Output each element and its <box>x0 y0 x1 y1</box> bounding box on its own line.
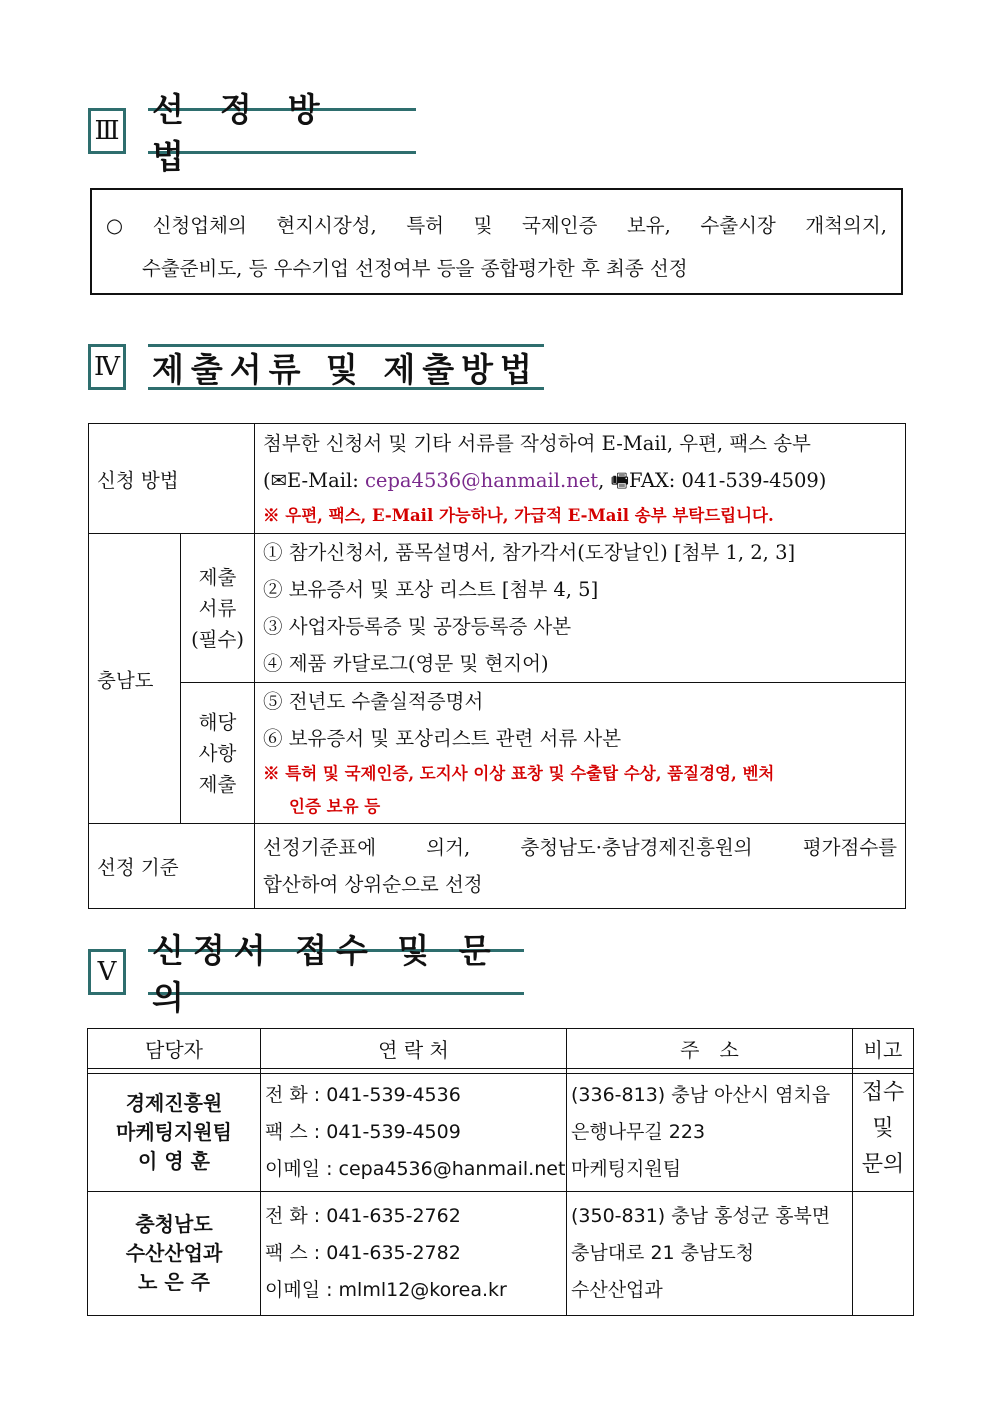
submission-table <box>88 423 906 909</box>
remark-line: 및 <box>872 1116 894 1141</box>
label-line: (필수) <box>191 627 244 651</box>
address-line: 충남대로 21 충남도청 <box>571 1242 755 1264</box>
address-line: 은행나무길 223 <box>571 1121 706 1143</box>
word: 충청남도·충남경제진흥원의 <box>520 836 753 859</box>
criteria-line-2: 합산하여 상위순으로 선정 <box>263 873 483 896</box>
table-row <box>89 424 906 534</box>
column-header: 주 소 <box>567 1029 853 1069</box>
section-5-heading <box>88 931 524 1017</box>
apply-method-content <box>255 424 906 534</box>
contact-remark <box>853 1074 914 1192</box>
contact-person <box>88 1074 261 1192</box>
list-item: ① 참가신청서, 품목설명서, 참가각서(도장날인) [첨부 1, 2, 3] <box>263 541 796 564</box>
table-row <box>89 824 906 909</box>
applicable-note-line-1: ※ 특허 및 국제인증, 도지사 이상 표창 및 수출탑 수상, 품질경영, 벤처 <box>263 764 775 783</box>
table-row <box>88 1192 914 1316</box>
list-item: ⑥ 보유증서 및 포상리스트 관련 서류 사본 <box>263 727 622 750</box>
section-title: 선정방법 <box>148 108 416 154</box>
remark-line: 접수 <box>861 1080 905 1105</box>
section-4-heading <box>88 344 544 390</box>
contact-info <box>261 1074 567 1192</box>
address-line: 마케팅지원팀 <box>571 1158 682 1180</box>
person-line: 이 영 훈 <box>138 1149 210 1173</box>
person-line: 수산산업과 <box>125 1241 223 1265</box>
word: 의거, <box>426 836 471 859</box>
section-number: Ⅳ <box>88 344 126 390</box>
word: 및 <box>473 214 493 237</box>
list-item: ③ 사업자등록증 및 공장등록증 사본 <box>263 615 572 638</box>
address-line: (350-831) 충남 홍성군 홍북면 <box>571 1205 831 1227</box>
remark-line: 문의 <box>861 1152 905 1177</box>
fax-text: FAX: 041-539-4509) <box>628 469 827 492</box>
required-docs-label <box>181 534 255 683</box>
contact-info <box>261 1192 567 1316</box>
list-item: ④ 제품 카달로그(영문 및 현지어) <box>263 652 549 675</box>
apply-note: ※ 우편, 팩스, E-Mail 가능하나, 가급적 E-Mail 송부 부탁드립니다. <box>263 506 774 525</box>
list-item: ⑤ 전년도 수출실적증명서 <box>263 690 484 713</box>
criteria-content <box>255 824 906 909</box>
bullet-circle: ○ <box>106 214 124 237</box>
applicable-docs-label <box>181 683 255 824</box>
label-line: 해당 <box>198 710 237 734</box>
email[interactable]: 이메일 : mlml12@korea.kr <box>265 1279 507 1301</box>
person-line: 충청남도 <box>135 1212 213 1236</box>
word: 수출시장 <box>700 214 776 237</box>
person-line: 노 은 주 <box>138 1270 210 1294</box>
word: 평가점수를 <box>802 836 898 859</box>
required-docs-list <box>255 534 906 683</box>
column-header: 연 락 처 <box>261 1029 567 1069</box>
apply-line-2 <box>263 462 897 499</box>
table-row <box>89 534 906 683</box>
address-line: (336-813) 충남 아산시 염치읍 <box>571 1084 831 1106</box>
contact-person <box>88 1192 261 1316</box>
column-header: 비고 <box>853 1029 914 1069</box>
selection-method-box <box>90 188 903 295</box>
applicable-note-line-2: 인증 보유 등 <box>289 797 381 816</box>
label-line: 제출 <box>198 772 237 796</box>
fax: 팩 스 : 041-635-2782 <box>265 1242 461 1264</box>
section-number: Ⅴ <box>88 949 126 995</box>
address-line: 수산산업과 <box>571 1279 663 1301</box>
email-link[interactable]: cepa4536@hanmail.net <box>364 469 599 492</box>
label-line: 제출 <box>198 565 237 589</box>
criteria-line-1 <box>263 829 897 866</box>
contact-remark <box>853 1192 914 1316</box>
word: 신청업체의 <box>152 214 247 237</box>
phone: 전 화 : 041-539-4536 <box>265 1084 461 1106</box>
separator: , <box>598 469 611 492</box>
word: 국제인증 <box>522 214 598 237</box>
person-line: 경제진흥원 <box>125 1091 223 1115</box>
selection-line-2: 수출준비도, 등 우수기업 선정여부 등을 종합평가한 후 최종 선정 <box>142 257 688 280</box>
contact-address <box>567 1074 853 1192</box>
apply-method-label: 신청 방법 <box>89 424 255 534</box>
selection-line-1 <box>106 204 887 247</box>
email[interactable]: 이메일 : cepa4536@hanmail.net <box>265 1158 566 1180</box>
table-header-row <box>88 1029 914 1069</box>
list-item: ② 보유증서 및 포상 리스트 [첨부 4, 5] <box>263 578 599 601</box>
criteria-label: 선정 기준 <box>89 824 255 909</box>
word: 현지시장성, <box>276 214 377 237</box>
word: 특허 <box>406 214 445 237</box>
apply-line-1: 첨부한 신청서 및 기타 서류를 작성하여 E-Mail, 우편, 팩스 송부 <box>263 432 811 455</box>
applicable-docs-list <box>255 683 906 824</box>
chungnam-label: 충남도 <box>89 534 181 824</box>
phone: 전 화 : 041-635-2762 <box>265 1205 461 1227</box>
person-line: 마케팅지원팀 <box>116 1120 232 1144</box>
contact-address <box>567 1192 853 1316</box>
email-prefix: (✉E-Mail: <box>263 469 365 492</box>
section-title: 신정서 접수 및 문의 <box>148 949 524 995</box>
label-line: 서류 <box>198 596 237 620</box>
section-3-heading <box>88 90 416 176</box>
word: 보유, <box>626 214 671 237</box>
section-number: Ⅲ <box>88 108 126 154</box>
column-header: 담당자 <box>88 1029 261 1069</box>
table-row <box>89 683 906 824</box>
word: 개척의지, <box>805 214 887 237</box>
word: 선정기준표에 <box>263 836 377 859</box>
fax: 팩 스 : 041-539-4509 <box>265 1121 461 1143</box>
contact-table <box>87 1028 914 1316</box>
section-title: 제출서류 및 제출방법 <box>148 344 544 390</box>
label-line: 사항 <box>198 741 237 765</box>
table-row <box>88 1074 914 1192</box>
fax-icon: 🖷 <box>610 469 629 492</box>
